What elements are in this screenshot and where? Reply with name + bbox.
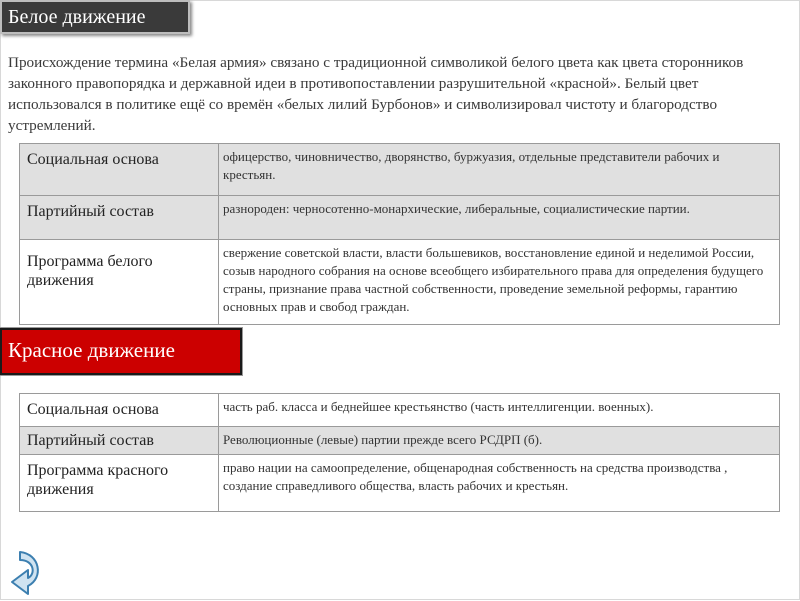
row-label: Социальная основа xyxy=(20,144,219,196)
row-value: офицерство, чиновничество, дворянство, буржуазия, отдельные представители рабочих и крестьян. xyxy=(219,144,780,196)
row-value: свержение советской власти, власти большевиков, восстановление единой и неделимой России, созыв народного собрания на основе всеобщего избирательного права для определения будущего страны, признание права частной собственности, проведение земельной реформы, гарантию основных прав и свобод граждан. xyxy=(219,240,780,325)
table-row xyxy=(20,144,780,196)
back-button[interactable] xyxy=(6,548,48,596)
row-label: Программа белого движения xyxy=(20,240,219,325)
table-row xyxy=(20,196,780,240)
row-value: право нации на самоопределение, общенародная собственность на средства производства , создание справедливого общества, власть рабочих и крестьян. xyxy=(219,455,780,512)
row-label: Партийный состав xyxy=(20,427,219,455)
red-movement-title: Красное движение xyxy=(0,328,242,375)
table-row xyxy=(20,455,780,512)
curved-back-arrow-icon xyxy=(6,548,48,596)
white-movement-title: Белое движение xyxy=(0,0,190,34)
table-row xyxy=(20,240,780,325)
row-value: разнороден: черносотенно-монархические, либеральные, социалистические партии. xyxy=(219,196,780,240)
intro-paragraph: Происхождение термина «Белая армия» связано с традиционной символикой белого цвета как цвета сторонников законного правопорядка и державной идеи в противопоставлении разрушительной «красной». Белый цвет использовался в политике ещё со времён «белых лилий Бурбонов» и символизировал чистоту и благородство устремлений. xyxy=(8,54,744,134)
row-value: часть раб. класса и беднейшее крестьянство (часть интеллигенции. военных). xyxy=(219,394,780,427)
row-label: Социальная основа xyxy=(20,394,219,427)
white-movement-table xyxy=(19,143,780,325)
table-row xyxy=(20,394,780,427)
row-label: Программа красного движения xyxy=(20,455,219,512)
red-movement-table xyxy=(19,393,780,512)
row-label: Партийный состав xyxy=(20,196,219,240)
row-value: Революционные (левые) партии прежде всего РСДРП (б). xyxy=(219,427,780,455)
table-row xyxy=(20,427,780,455)
